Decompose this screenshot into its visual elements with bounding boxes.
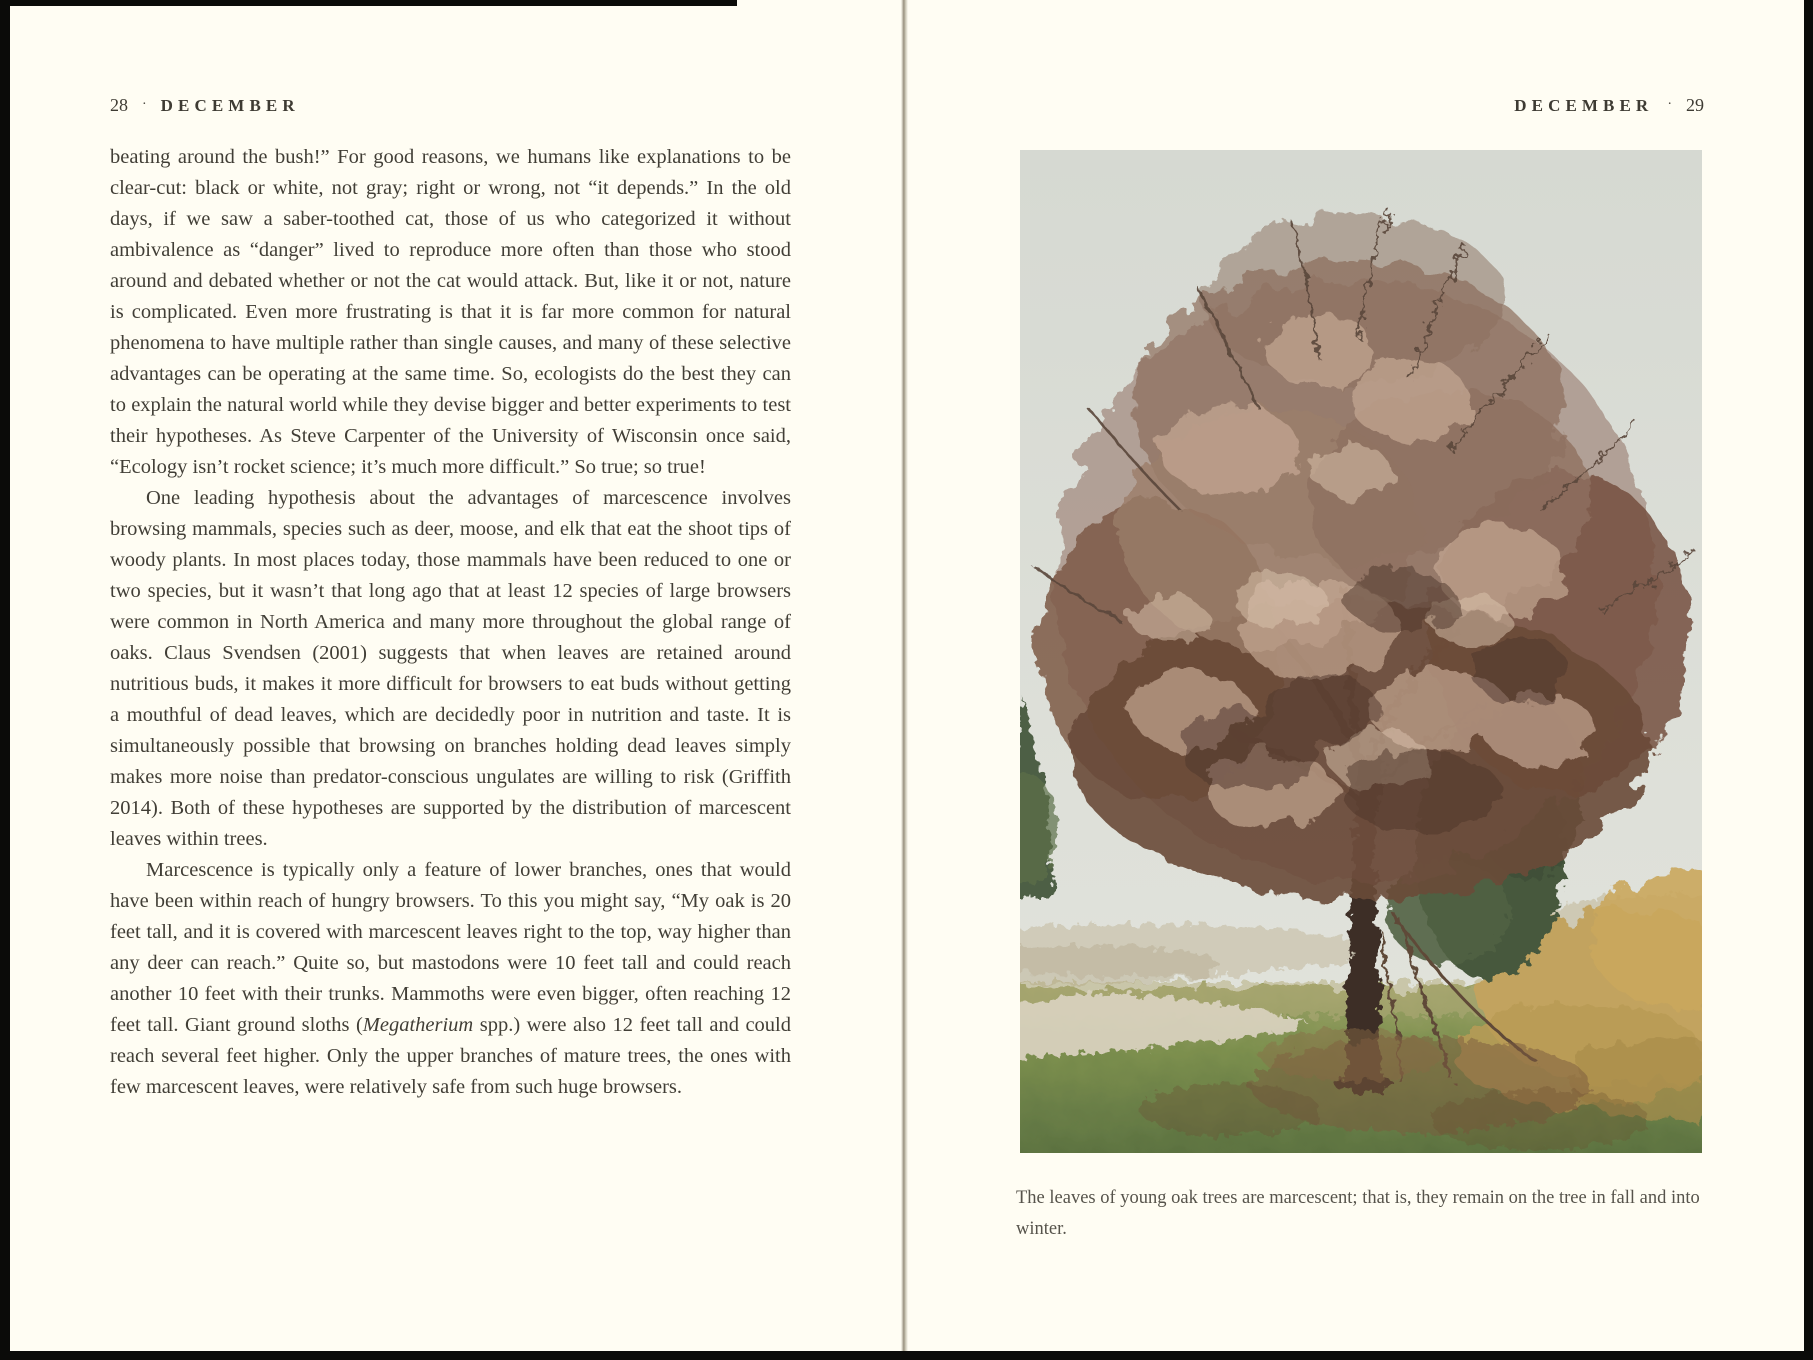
- header-separator-dot: ·: [1667, 97, 1672, 112]
- running-head-title-left: DECEMBER: [160, 96, 300, 115]
- paragraph-2: One leading hypothesis about the advantages of marcescence involves browsing mammals, species such as deer, moose, and elk that eat the shoot tips of woody plants. In most places today, those mammals have been reduced to one or two species, but it wasn’t that long ago that at least 12 species of large browsers were common in North America and many more throughout the global range of oaks. Claus Svendsen (2001) suggests that when leaves are retained around nutritious buds, it makes it more difficult for browsers to eat buds without getting a mouthful of dead leaves, which are decidedly poor in nutrition and taste. It is simultaneously possible that browsing on branches holding dead leaves simply makes more noise than predator-conscious ungulates are willing to risk (Griffith 2014). Both of these hypotheses are supported by the distribution of marcescent leaves within trees.: [110, 487, 791, 850]
- scan-edge-right: [1804, 0, 1813, 1360]
- paragraph-1: beating around the bush!” For good reasons, we humans like explanations to be clear-cut: black or white, not gray; right or wrong, not “it depends.” In the old days, if we saw a saber-toothed cat, those of us who categorized it without ambivalence as “danger” lived to reproduce more often than those who stood around and debated whether or not the cat would attack. But, like it or not, nature is complicated. Even more frustrating is that it is far more common for natural phenomena to have multiple rather than single causes, and many of these selective advantages can be operating at the same time. So, ecologists do the best they can to explain the natural world while they devise bigger and better experiments to test their hypotheses. As Steve Carpenter of the University of Wisconsin once said, “Ecology isn’t rocket science; it’s much more difficult.” So true; so true!: [110, 146, 791, 478]
- oak-tree-photo-art: [1020, 150, 1702, 1153]
- page-gutter: [901, 0, 908, 1360]
- photo-caption: The leaves of young oak trees are marcescent; that is, they remain on the tree in fall and into winter.: [1016, 1187, 1700, 1239]
- oak-tree-photo: [1020, 150, 1702, 1153]
- page-number-left: 28: [110, 95, 128, 115]
- italic-species-name: Megatherium: [362, 1014, 474, 1036]
- paragraph-3: Marcescence is typically only a feature of lower branches, ones that would have been within reach of hungry browsers. To this you might say, “My oak is 20 feet tall, and it is covered with marcescent leaves right to the top, way higher than any deer can reach.” Quite so, but mastodons were 10 feet tall and could reach another 10 feet with their trunks. Mammoths were even bigger, often reaching 12 feet tall. Giant ground sloths (Megatherium spp.) were also 12 feet tall and could reach several feet higher. Only the upper branches of mature trees, the ones with few marcescent leaves, were relatively safe from such huge browsers.: [110, 859, 791, 1098]
- page-number-right: 29: [1686, 95, 1704, 115]
- header-separator-dot: ·: [142, 97, 147, 112]
- running-head-right: [1020, 95, 1704, 116]
- scan-edge-bottom: [0, 1351, 1813, 1360]
- body-text-column: [110, 142, 791, 1103]
- scan-edge-left: [0, 0, 10, 1360]
- running-head-title-right: DECEMBER: [1514, 96, 1654, 115]
- running-head-left: [110, 95, 300, 116]
- scan-edge-top-left: [0, 0, 737, 6]
